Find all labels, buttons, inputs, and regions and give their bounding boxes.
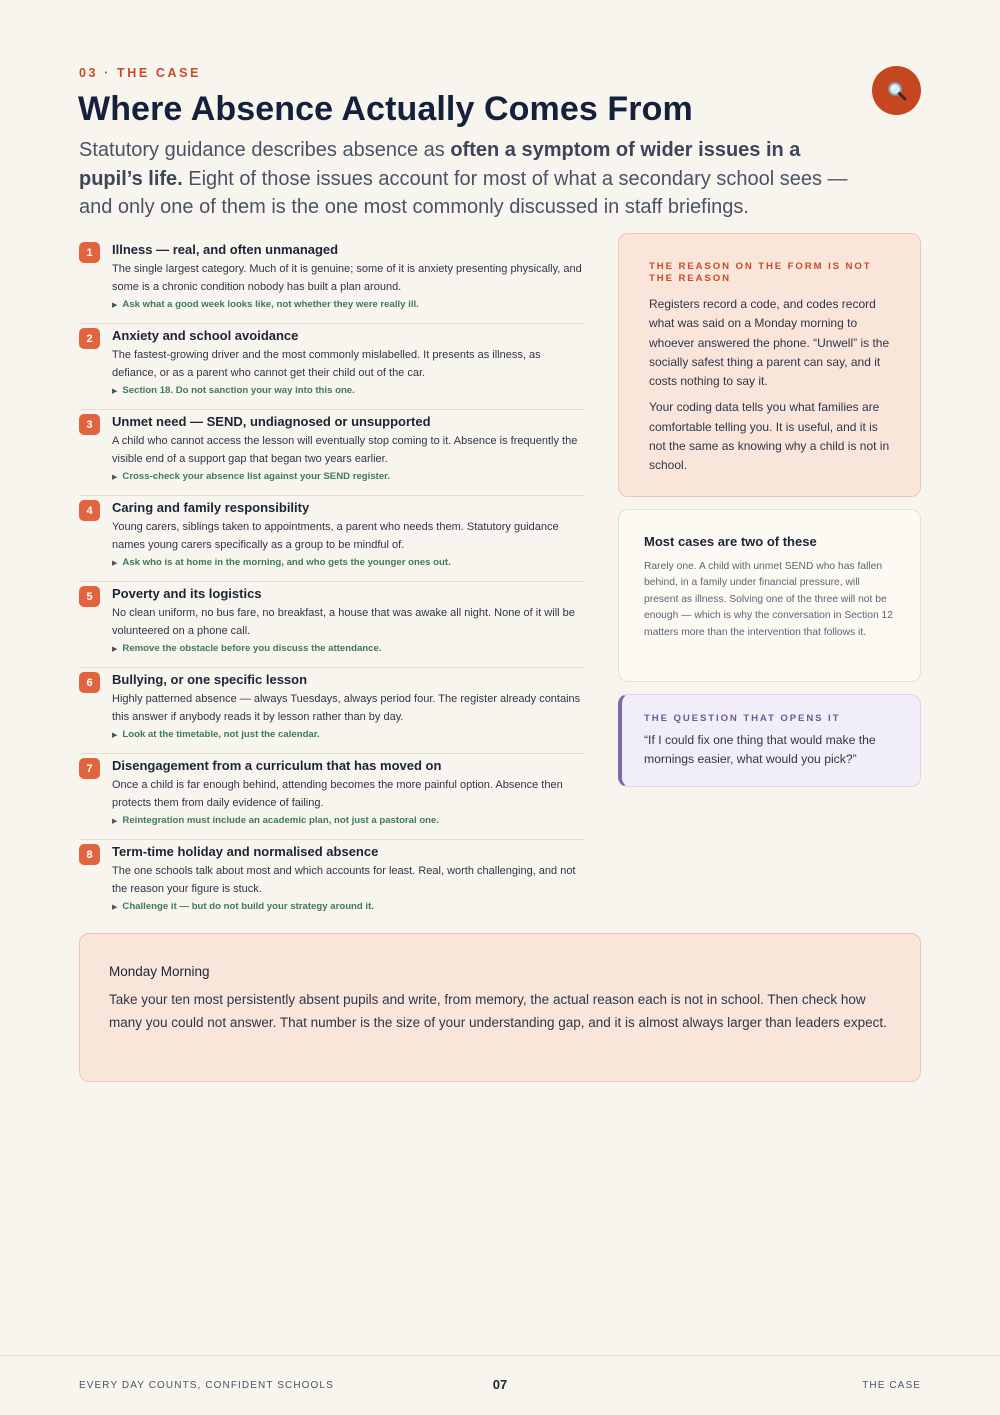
item-title: Unmet need — SEND, undiagnosed or unsupported	[112, 414, 431, 429]
section-eyebrow: 03 · THE CASE	[79, 66, 202, 80]
item-tip-text: Section 18. Do not sanction your way into this one.	[122, 385, 355, 396]
item-tip	[112, 900, 585, 915]
item-tip	[112, 384, 585, 399]
list-item	[79, 410, 585, 496]
item-title: Poverty and its logistics	[112, 586, 262, 601]
footer-publication-title: EVERY DAY COUNTS, CONFIDENT SCHOOLS	[79, 1380, 334, 1391]
item-tip-text: Ask what a good week looks like, not whether they were really ill.	[122, 299, 419, 310]
reason-callout-heading: THE REASON ON THE FORM IS NOT THE REASON	[649, 261, 872, 284]
triangle-right-icon: ▶	[112, 818, 118, 825]
item-description: A child who cannot access the lesson will eventually stop coming to it. Absence is frequently the visible end of a support gap that began two years earlier.	[112, 435, 578, 465]
footer-page-number: 07	[492, 1377, 508, 1392]
item-tip	[112, 728, 585, 743]
monday-morning-body: Take your ten most persistently absent pupils and write, from memory, the actual reason each is not in school. Then check how many you could not answer. That number is the size of your understanding gap, and it is almost always larger than leaders expect.	[109, 992, 887, 1030]
magnifying-glass-icon-svg	[886, 80, 908, 102]
item-tip	[112, 470, 585, 485]
question-callout-heading: THE QUESTION THAT OPENS IT	[644, 713, 841, 724]
item-tip-text: Look at the timetable, not just the calendar.	[122, 729, 320, 740]
item-number-badge: 5	[79, 586, 100, 607]
item-title: Illness — real, and often unmanaged	[112, 242, 339, 257]
item-description: Young carers, siblings taken to appointments, a parent who needs them. Statutory guidance names young carers specifically as a group to be mindful of.	[112, 521, 559, 551]
item-number-badge: 8	[79, 844, 100, 865]
item-title: Anxiety and school avoidance	[112, 328, 299, 343]
list-item	[79, 840, 585, 926]
item-title: Bullying, or one specific lesson	[112, 672, 308, 687]
list-item	[79, 754, 585, 840]
item-title: Caring and family responsibility	[112, 500, 310, 515]
cases-callout	[618, 509, 921, 682]
item-number-badge: 1	[79, 242, 100, 263]
item-tip	[112, 556, 585, 571]
item-description: The one schools talk about most and which accounts for least. Real, worth challenging, and not the reason your figure is stuck.	[112, 865, 576, 895]
question-callout-quote: “If I could fix one thing that would make the mornings easier, what would you pick?”	[644, 733, 876, 766]
item-tip-text: Remove the obstacle before you discuss the attendance.	[122, 643, 382, 654]
item-description: The fastest-growing driver and the most commonly mislabelled. It presents as illness, as defiance, or as a parent who cannot get their child out of the car.	[112, 349, 541, 379]
footer-section-name: THE CASE	[862, 1380, 921, 1391]
cases-callout-body: Rarely one. A child with unmet SEND who has fallen behind, in a family under financial pressure, will present as illness. Solving one of the three will not be enough — which is why the conversation in Section 12 matters more than the intervention that follows it.	[644, 561, 893, 638]
list-item	[79, 496, 585, 582]
item-tip-text: Reintegration must include an academic plan, not just a pastoral one.	[122, 815, 440, 826]
triangle-right-icon: ▶	[112, 732, 118, 739]
item-tip	[112, 298, 585, 313]
triangle-right-icon: ▶	[112, 904, 118, 911]
list-item	[79, 582, 585, 668]
item-title: Term-time holiday and normalised absence	[112, 844, 379, 859]
item-number-badge: 4	[79, 500, 100, 521]
list-item	[79, 238, 585, 324]
item-description: Highly patterned absence — always Tuesdays, always period four. The register already contains this answer if anybody reads it by lesson rather than by day.	[112, 693, 581, 723]
item-tip-text: Challenge it — but do not build your strategy around it.	[122, 901, 374, 912]
monday-morning-box	[79, 933, 921, 1082]
triangle-right-icon: ▶	[112, 474, 118, 481]
triangle-right-icon: ▶	[112, 388, 118, 395]
causes-list	[79, 238, 585, 926]
question-callout	[618, 694, 921, 787]
item-number-badge: 3	[79, 414, 100, 435]
monday-morning-title: Monday Morning	[109, 964, 210, 979]
item-tip-text: Ask who is at home in the morning, and who gets the younger ones out.	[122, 557, 451, 568]
triangle-right-icon: ▶	[112, 646, 118, 653]
intro-emphasis: often a symptom of wider issues in a pupil’s life.	[79, 139, 801, 190]
item-description: No clean uniform, no bus fare, no breakfast, a house that was awake all night. None of it will be volunteered on a phone call.	[112, 607, 575, 637]
triangle-right-icon: ▶	[112, 302, 118, 309]
triangle-right-icon: ▶	[112, 560, 118, 567]
footer-divider	[0, 1355, 1000, 1356]
page-title: Where Absence Actually Comes From	[78, 90, 693, 128]
reason-callout	[618, 233, 921, 497]
item-number-badge: 6	[79, 672, 100, 693]
intro-text-start: Statutory guidance describes absence as	[79, 139, 451, 161]
item-number-badge: 7	[79, 758, 100, 779]
item-description: Once a child is far enough behind, attending becomes the more painful option. Absence then protects them from daily evidence of failing.	[112, 779, 563, 809]
list-item	[79, 324, 585, 410]
item-number-badge: 2	[79, 328, 100, 349]
reason-callout-paragraph-2: Your coding data tells you what families are comfortable telling you. It is useful, and it is not the same as knowing why a child is not in school.	[649, 400, 890, 473]
item-tip-text: Cross-check your absence list against your SEND register.	[122, 471, 391, 482]
item-description: The single largest category. Much of it is genuine; some of it is anxiety presenting physically, and some is a chronic condition nobody has built a plan around.	[112, 263, 582, 293]
reason-callout-paragraph-1: Registers record a code, and codes record what was said on a Monday morning to whoever answered the phone. “Unwell” is the socially safest thing a parent can say, and it costs nothing to say it.	[649, 297, 890, 389]
intro-paragraph	[79, 136, 869, 222]
item-tip	[112, 814, 585, 829]
list-item	[79, 668, 585, 754]
item-tip	[112, 642, 585, 657]
intro-text-end: Eight of those issues account for most of what a secondary school sees — and only one of them is the one most commonly discussed in staff briefings.	[79, 167, 848, 218]
item-title: Disengagement from a curriculum that has moved on	[112, 758, 442, 773]
magnifying-glass-icon	[872, 66, 921, 115]
cases-callout-title: Most cases are two of these	[644, 534, 817, 549]
